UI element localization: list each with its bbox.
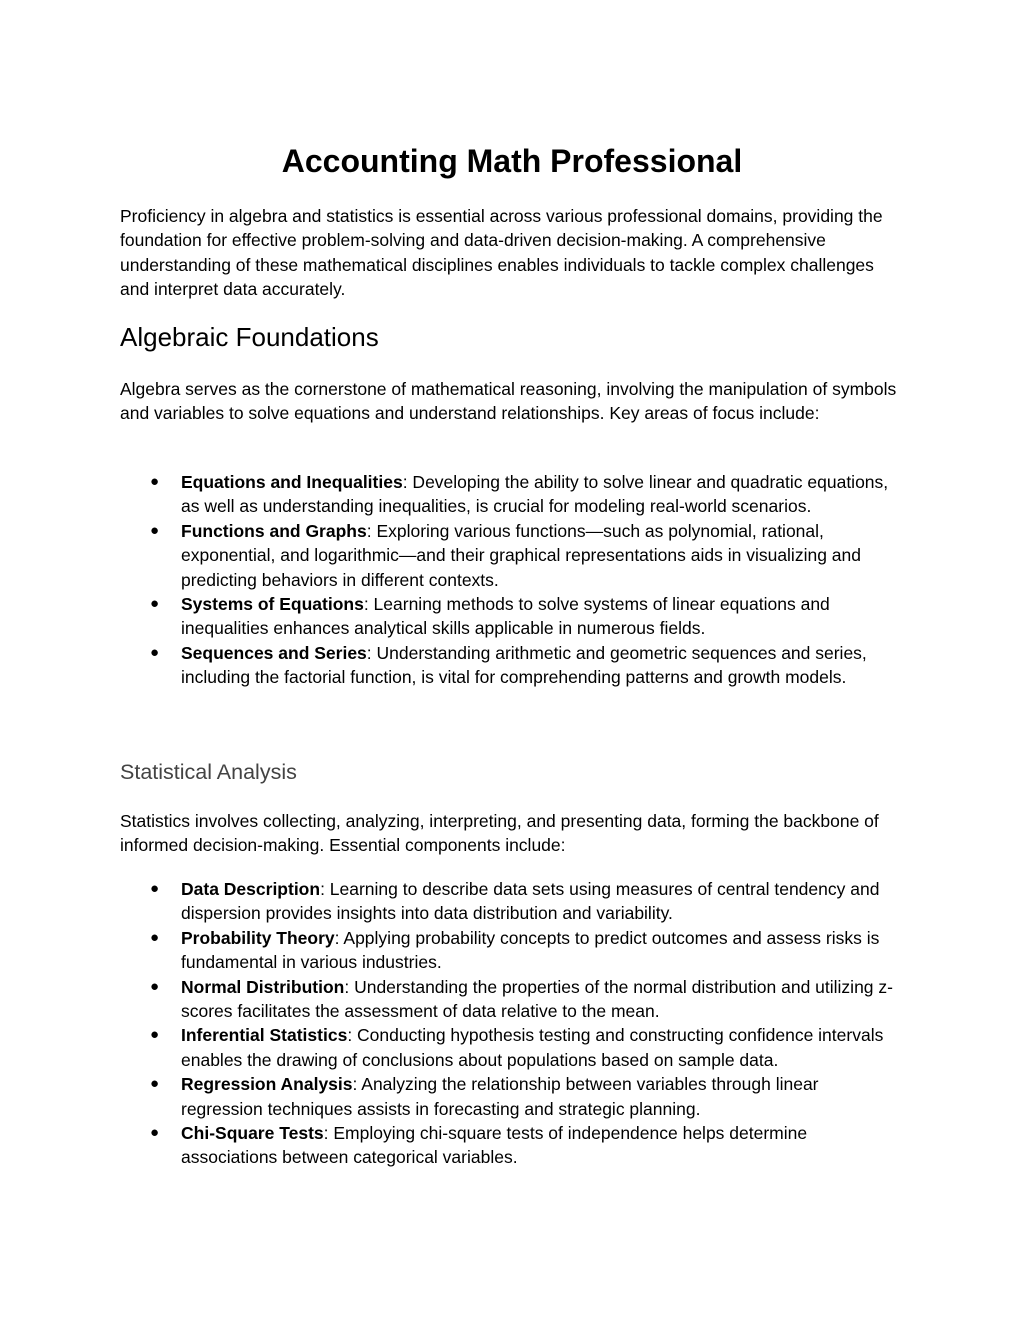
list-item (120, 592, 904, 641)
bullet-icon: ● (150, 1124, 160, 1142)
list-item (120, 1121, 904, 1170)
bullet-icon: ● (150, 473, 160, 490)
intro-paragraph: Proficiency in algebra and statistics is essential across various professional domains, providing the foundation for effective problem-solving and data-driven decision-making. A comprehensive understanding of these mathematical disciplines enables individuals to tackle complex challenges and interpret data accurately. (120, 206, 883, 300)
algebra-heading: Algebraic Foundations (120, 322, 379, 352)
bullet-icon: ● (150, 521, 160, 539)
list-item-term: Probability Theory (181, 927, 335, 948)
bullet-icon: ● (150, 928, 160, 946)
list-item-text: : Conducting hypothesis testing and constructing confidence intervals enables the drawing of conclusions about populations based on sample data. (181, 1025, 884, 1070)
list-item-text: : Learning to describe data sets using measures of central tendency and dispersion provides insights into data distribution and variability. (181, 879, 880, 924)
bullet-icon: ● (150, 1075, 160, 1093)
bullet-icon: ● (150, 1026, 160, 1044)
list-item (120, 641, 904, 690)
statistics-heading: Statistical Analysis (120, 760, 297, 784)
list-item-term: Equations and Inequalities (181, 472, 403, 492)
list-item (120, 470, 904, 519)
algebra-intro-paragraph: Algebra serves as the cornerstone of mathematical reasoning, involving the manipulation of symbols and variables to solve equations and understand relationships. Key areas of focus include: (120, 379, 897, 424)
statistics-list (120, 877, 904, 1170)
list-item (120, 1023, 904, 1072)
list-item-text: : Learning methods to solve systems of linear equations and inequalities enhances analytical skills applicable in numerous fields. (181, 594, 830, 639)
list-item-term: Regression Analysis (181, 1074, 353, 1095)
list-item-term: Inferential Statistics (181, 1025, 348, 1046)
list-item (120, 877, 904, 926)
list-item-text: : Applying probability concepts to predict outcomes and assess risks is fundamental in various industries. (181, 927, 880, 973)
list-item-term: Normal Distribution (181, 976, 345, 997)
document-title: Accounting Math Professional (281, 143, 743, 179)
list-item-term: Functions and Graphs (181, 520, 367, 541)
bullet-icon: ● (150, 977, 160, 995)
list-item (120, 1072, 904, 1121)
list-item (120, 975, 904, 1024)
list-item (120, 519, 904, 592)
list-item-text: : Developing the ability to solve linear and quadratic equations, as well as understanding inequalities, is crucial for modeling real-world scenarios. (181, 472, 889, 517)
statistics-intro-paragraph: Statistics involves collecting, analyzing, interpreting, and presenting data, forming the backbone of informed decision-making. Essential components include: (120, 811, 879, 856)
bullet-icon: ● (150, 595, 160, 613)
list-item-term: Sequences and Series (181, 642, 367, 663)
list-item-term: Data Description (181, 879, 321, 899)
list-item (120, 926, 904, 975)
bullet-icon: ● (150, 880, 160, 897)
algebra-list (120, 470, 904, 690)
list-item-text: : Understanding arithmetic and geometric sequences and series, including the factorial function, is vital for comprehending patterns and growth models. (181, 642, 867, 688)
list-item-text: : Employing chi-square tests of independence helps determine associations between categorical variables. (181, 1123, 808, 1168)
bullet-icon: ● (150, 643, 160, 661)
list-item-term: Systems of Equations (181, 594, 364, 615)
list-item-text: : Analyzing the relationship between variables through linear regression techniques assists in forecasting and strategic planning. (181, 1074, 819, 1119)
list-item-text: : Understanding the properties of the normal distribution and utilizing z-scores facilitates the assessment of data relative to the mean. (181, 976, 893, 1022)
list-item-text: : Exploring various functions—such as polynomial, rational, exponential, and logarithmic—and their graphical representations aids in visualizing and predicting behaviors in different contexts. (181, 520, 861, 590)
list-item-term: Chi-Square Tests (181, 1123, 324, 1144)
